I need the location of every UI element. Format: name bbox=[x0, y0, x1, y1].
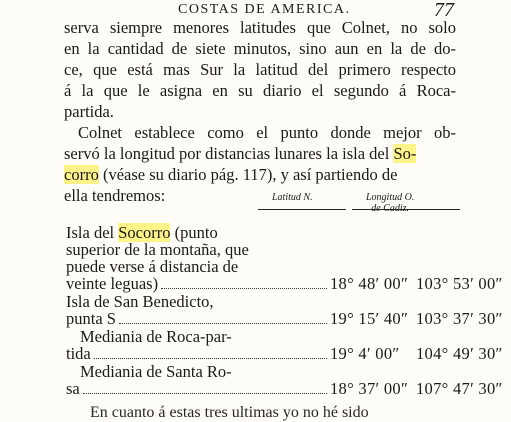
text-line bbox=[64, 143, 456, 164]
latitude-value: 19° 4′ 00″ bbox=[330, 344, 400, 363]
text-run: Isla del bbox=[66, 223, 119, 242]
table-header bbox=[258, 192, 468, 222]
text-line bbox=[64, 164, 456, 185]
highlighted-term: corro bbox=[64, 165, 99, 184]
place-label: sa bbox=[66, 379, 80, 398]
longitude-value: 103° 53′ 00″ bbox=[416, 274, 503, 293]
text-line: á la que le asigna en su diario el segundo á Roca- bbox=[64, 81, 456, 100]
place-label: Isla de San Benedicto, bbox=[66, 292, 214, 311]
cut-off-text-line: En cuanto á estas tres ultimas yo no hé sido bbox=[90, 404, 369, 421]
column-header-longitude-line: Longitud O. bbox=[366, 192, 415, 203]
highlighted-term: So- bbox=[393, 144, 417, 163]
text-line: en la cantidad de siete minutos, sino aun en la de do- bbox=[64, 39, 456, 58]
text-line: ce, que está mas Sur la latitud del primero respecto bbox=[64, 60, 456, 79]
table-row bbox=[66, 328, 506, 363]
dot-leaders bbox=[94, 358, 327, 359]
place-label: superior de la montaña, que bbox=[66, 240, 249, 259]
text-line: partida. bbox=[64, 102, 114, 121]
text-line: Colnet establece como el punto donde mejor ob- bbox=[78, 123, 456, 142]
running-head: COSTAS DE AMERICA. bbox=[178, 2, 351, 17]
body-text bbox=[64, 17, 456, 206]
dot-leaders bbox=[161, 288, 327, 289]
place-values-line bbox=[66, 310, 506, 328]
place-label: veinte leguas) bbox=[66, 274, 159, 293]
longitude-value: 103° 37′ 30″ bbox=[416, 309, 503, 328]
dot-leaders bbox=[83, 393, 327, 394]
coordinates-table bbox=[66, 224, 506, 398]
table-row bbox=[66, 293, 506, 328]
latitude-value: 18° 48′ 00″ bbox=[330, 274, 409, 293]
text-line: serva siempre menores latitudes que Colnet, no solo bbox=[64, 18, 456, 37]
place-label: Mediania de Roca-par- bbox=[80, 327, 232, 346]
text-line: ella tendremos: bbox=[64, 186, 166, 205]
place-label: punta S bbox=[66, 309, 116, 328]
highlighted-term: Socorro bbox=[118, 223, 171, 242]
place-label: Mediania de Santa Ro- bbox=[80, 362, 232, 381]
text-run: servó la longitud por distancias lunares la isla del bbox=[64, 144, 394, 163]
header-rule bbox=[258, 209, 346, 210]
column-header-longitude bbox=[366, 192, 414, 214]
dot-leaders bbox=[119, 323, 327, 324]
table-row bbox=[66, 224, 506, 293]
header-rule bbox=[352, 209, 460, 210]
place-values-line bbox=[66, 345, 506, 363]
text-run: (punto bbox=[170, 223, 218, 242]
page-number: 77 bbox=[434, 0, 454, 21]
longitude-value: 104° 49′ 30″ bbox=[416, 344, 503, 363]
place-label bbox=[66, 224, 506, 241]
text-run: (véase su diario pág. 117), y así partiendo de bbox=[98, 165, 398, 184]
place-label: puede verse á distancia de bbox=[66, 257, 239, 276]
latitude-value: 19° 15′ 40″ bbox=[330, 309, 409, 328]
column-header-latitude: Latitud N. bbox=[272, 192, 313, 203]
latitude-value: 18° 37′ 00″ bbox=[330, 379, 409, 398]
place-label: tida bbox=[66, 344, 91, 363]
place-values-line bbox=[66, 380, 506, 398]
place-values-line bbox=[66, 275, 506, 293]
longitude-value: 107° 47′ 30″ bbox=[416, 379, 503, 398]
table-row bbox=[66, 363, 506, 398]
